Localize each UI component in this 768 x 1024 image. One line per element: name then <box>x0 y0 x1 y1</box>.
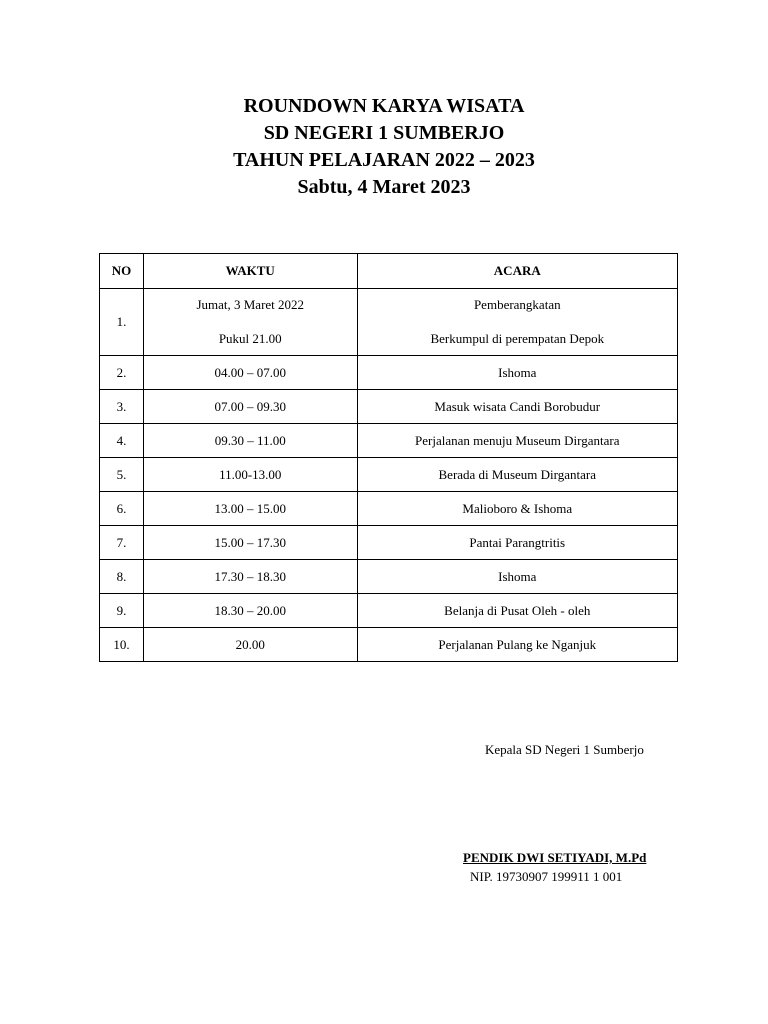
title-line-date: Sabtu, 4 Maret 2023 <box>297 176 471 198</box>
cell-no: 5. <box>100 458 144 492</box>
cell-waktu <box>143 289 357 356</box>
table-row <box>100 390 678 424</box>
cell-acara: Malioboro & Ishoma <box>357 492 677 526</box>
cell-acara: Perjalanan Pulang ke Nganjuk <box>357 628 677 662</box>
cell-acara-main: Pemberangkatan <box>473 297 561 312</box>
cell-no: 3. <box>100 390 144 424</box>
cell-waktu: 11.00-13.00 <box>143 458 357 492</box>
cell-no: 7. <box>100 526 144 560</box>
cell-acara: Masuk wisata Candi Borobudur <box>357 390 677 424</box>
signatory-position: Kepala SD Negeri 1 Sumberjo <box>485 742 644 757</box>
cell-waktu-date: Jumat, 3 Maret 2022 <box>196 297 305 312</box>
title-line-academic-year: TAHUN PELAJARAN 2022 – 2023 <box>233 149 535 171</box>
cell-waktu-time: Pukul 21.00 <box>218 331 282 346</box>
signatory-name: PENDIK DWI SETIYADI, M.Pd <box>463 850 647 865</box>
cell-acara: Ishoma <box>357 356 677 390</box>
cell-waktu: 04.00 – 07.00 <box>143 356 357 390</box>
cell-waktu: 09.30 – 11.00 <box>143 424 357 458</box>
table-row <box>100 492 678 526</box>
table-row <box>100 458 678 492</box>
table-row <box>100 560 678 594</box>
cell-no: 10. <box>100 628 144 662</box>
table-row <box>100 424 678 458</box>
cell-no: 6. <box>100 492 144 526</box>
cell-acara <box>357 289 677 356</box>
table-row <box>100 628 678 662</box>
cell-waktu: 13.00 – 15.00 <box>143 492 357 526</box>
cell-acara: Ishoma <box>357 560 677 594</box>
cell-acara: Berada di Museum Dirgantara <box>357 458 677 492</box>
table-row <box>100 356 678 390</box>
column-header-acara: ACARA <box>357 254 677 289</box>
column-header-no: NO <box>100 254 144 289</box>
cell-no: 9. <box>100 594 144 628</box>
cell-no: 1. <box>100 289 144 356</box>
cell-waktu: 15.00 – 17.30 <box>143 526 357 560</box>
cell-acara: Perjalanan menuju Museum Dirgantara <box>357 424 677 458</box>
cell-no: 8. <box>100 560 144 594</box>
cell-waktu: 17.30 – 18.30 <box>143 560 357 594</box>
title-line-event: ROUNDOWN KARYA WISATA <box>243 95 525 117</box>
table-row <box>100 289 678 356</box>
title-line-school: SD NEGERI 1 SUMBERJO <box>263 122 505 144</box>
schedule-table <box>99 253 678 662</box>
cell-waktu: 20.00 <box>143 628 357 662</box>
cell-no: 2. <box>100 356 144 390</box>
cell-no: 4. <box>100 424 144 458</box>
table-header-row <box>100 254 678 289</box>
cell-acara: Belanja di Pusat Oleh - oleh <box>357 594 677 628</box>
table-row <box>100 526 678 560</box>
column-header-waktu: WAKTU <box>143 254 357 289</box>
table-row <box>100 594 678 628</box>
cell-waktu: 07.00 – 09.30 <box>143 390 357 424</box>
signatory-nip: NIP. 19730907 199911 1 001 <box>470 869 623 884</box>
cell-acara-detail: Berkumpul di perempatan Depok <box>430 331 605 346</box>
document-title <box>0 93 768 201</box>
cell-acara: Pantai Parangtritis <box>357 526 677 560</box>
cell-waktu: 18.30 – 20.00 <box>143 594 357 628</box>
